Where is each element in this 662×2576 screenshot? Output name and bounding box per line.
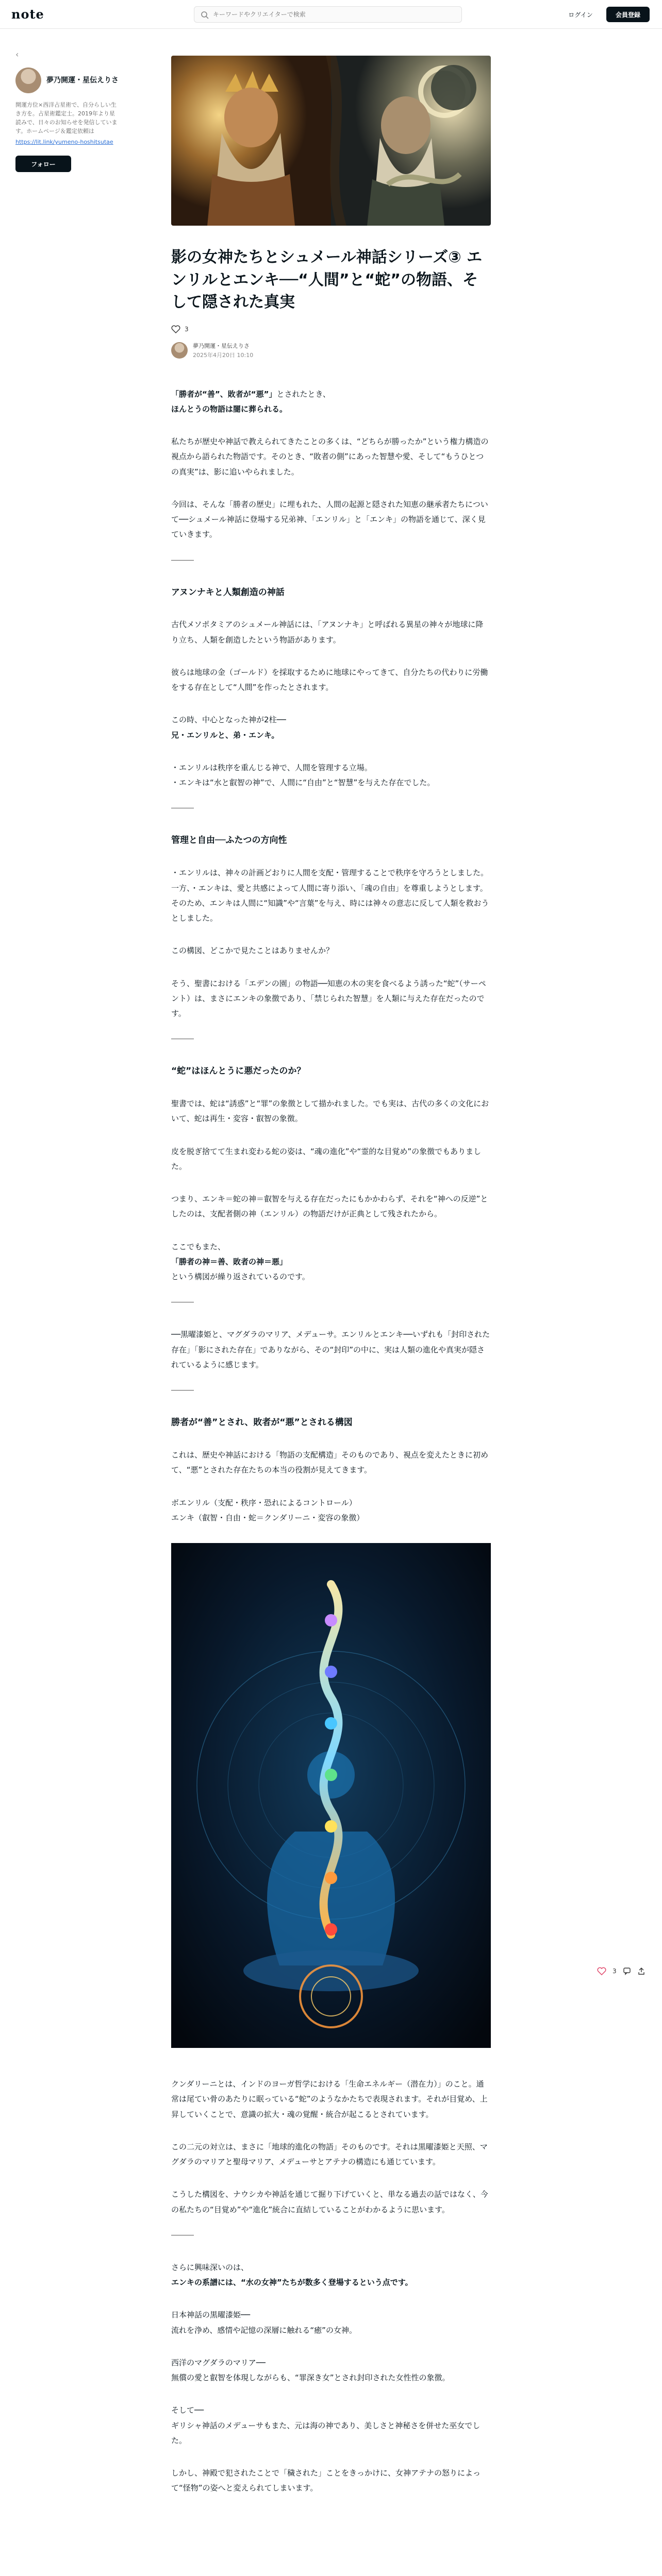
reaction-bar <box>597 1967 646 1975</box>
paragraph: そう、聖書における「エデンの園」の物語──知恵の木の実を食べるよう誘った“蛇”（サーペント）は、まさにエンキの象徴であり、「禁じられた智慧」を人類に与えた存在だったのです。 <box>171 978 486 1019</box>
hero-image <box>171 56 491 226</box>
paragraph: 西洋のマグダラのマリア── 無償の愛と叡智を体現しながらも、“罪深き女”とされ封印された女性性の象徴。 <box>171 2358 450 2383</box>
section-divider <box>171 560 194 561</box>
heart-icon[interactable] <box>171 325 180 333</box>
section-heading: “蛇”はほんとうに悪だったのか？ <box>171 1066 306 1077</box>
paragraph: 「勝者が“善”、敗者が“悪”」とされたとき、 ほんとうの物語は闇に葬られる。 <box>171 389 330 414</box>
login-button[interactable]: ログイン <box>562 7 599 22</box>
note-logo[interactable]: note <box>11 7 44 22</box>
paragraph: 彼らは地球の金（ゴールド）を採取するために地球にやってきて、自分たちの代わりに労働をする存在として“人間”を作ったとされます。 <box>171 667 488 692</box>
paragraph: ──黒曜漆姫と、マグダラのマリア、メデューサ。エンリルとエンキ──いずれも「封印された存在」「影にされた存在」でありながら、その“封印”の中に、実は人類の進化や真実が隠されているように感じます。 <box>171 1330 490 1369</box>
article <box>171 56 491 2514</box>
paragraph: こうした構図を、ナウシカや神話を通じて掘り下げていくと、単なる過去の話ではなく、今の私たちの“目覚め”や“進化”統合に直結していることがわかるように思います。 <box>171 2190 488 2214</box>
paragraph: そして── ギリシャ神話のメデューサもまた、元は海の神であり、美しさと神秘さを併せた巫女でした。 <box>171 2405 481 2445</box>
paragraph: この二元の対立は、まさに「地球的進化の物語」そのものです。それは黒曜漆姫と天照、マグダラのマリアと聖母マリア、メデューサとアテナの構造にも通じています。 <box>171 2142 488 2167</box>
search-icon <box>201 11 209 19</box>
author-bio-text: 開運方位×西洋占星術で、自分らしい生き方を。占星術鑑定士。2019年より星読みで、日々のお知らせを発信しています。ホームページ＆鑑定依頼は <box>15 101 118 135</box>
follow-button-label: フォロー <box>31 160 56 168</box>
paragraph: 聖書では、蛇は“誘惑”と“罪”の象徴として描かれました。でも実は、古代の多くの文化において、蛇は再生・変容・叡智の象徴。 <box>171 1099 489 1124</box>
heart-icon[interactable] <box>597 1967 606 1975</box>
chevron-left-icon[interactable]: ‹ <box>15 49 19 59</box>
follow-button[interactable] <box>15 156 71 172</box>
paragraph: ・エンリルは秩序を重んじる神で、人間を管理する立場。 ・エンキは“水と叡智の神”で、人間に“自由”と“智慧”を与えた存在でした。 <box>171 762 435 788</box>
search-input[interactable] <box>213 7 455 22</box>
byline <box>171 342 491 359</box>
like-area <box>171 325 491 333</box>
author-sidebar <box>15 49 119 172</box>
paragraph: 日本神話の黒曜漆姫── 流れを浄め、感情や記憶の深層に触れる“癒”の女神。 <box>171 2310 357 2335</box>
article-title: 影の女神たちとシュメール神話シリーズ③ エンリルとエンキ──“人間”と“蛇”の物語、そして隠された真実 <box>171 248 483 311</box>
author-name[interactable]: 夢乃開運・星伝えりさ <box>46 76 119 84</box>
paragraph: ボエンリル（支配・秩序・恐れによるコントロール） エンキ（叡智・自由・蛇＝クンダリーニ・変容の象徴） <box>171 1498 365 1522</box>
paragraph: ここでもまた、 「勝者の神＝善、敗者の神＝悪」 という構図が繰り返されているのです。 <box>171 1242 310 1282</box>
author-website-link[interactable]: https://lit.link/yumeno-hoshitsutae <box>15 139 113 146</box>
avatar[interactable] <box>15 67 41 93</box>
paragraph: 私たちが歴史や神話で教えられてきたことの多くは、“どちらが勝ったか”という権力構造の視点から語られた物語です。そのとき、“敗者の側”にあった智慧や愛、そして“もうひとつの真実”は、影に追いやられました。 <box>171 437 489 477</box>
section-heading: 勝者が“善”とされ、敗者が“悪”とされる構図 <box>171 1417 353 1428</box>
reaction-count[interactable]: 3 <box>613 1968 617 1975</box>
paragraph: しかし、神殿で犯されたことで「穢された」ことをきっかけに、女神アテナの怒りによって“怪物”の姿へと変えられてしまいます。 <box>171 2468 481 2493</box>
paragraph: これは、歴史や神話における「物語の支配構造」そのものであり、視点を変えたときに初めて、“悪”とされた存在たちの本当の役割が見えてきます。 <box>171 1450 489 1475</box>
article-body <box>171 387 491 2496</box>
paragraph: この構図、どこかで見たことはありませんか？ <box>171 946 334 956</box>
publish-date: 2025年4月20日 10:10 <box>193 351 254 359</box>
like-count[interactable]: 3 <box>185 325 189 333</box>
author-bio <box>15 100 119 146</box>
search-box[interactable] <box>194 6 462 23</box>
top-navigation-bar <box>0 0 662 29</box>
byline-author[interactable]: 夢乃開運・星伝えりさ <box>193 342 250 349</box>
kundalini-illustration <box>171 1543 491 2048</box>
hero-illustration <box>171 56 491 226</box>
signup-button[interactable]: 会員登録 <box>606 7 650 22</box>
paragraph: この時、中心となった神が2柱── 兄・エンリルと、弟・エンキ。 <box>171 715 286 740</box>
kundalini-image <box>171 1543 491 2048</box>
paragraph: 今回は、そんな「勝者の歴史」に埋もれた、人間の起源と隠された知恵の継承者たちについて──シュメール神話に登場する兄弟神、「エンリル」と「エンキ」の物語を通じて、深く見ていきます。 <box>171 499 488 539</box>
paragraph: 古代メソポタミアのシュメール神話には、「アヌンナキ」と呼ばれる異星の神々が地球に降り立ち、人類を創造したという物語があります。 <box>171 620 484 645</box>
share-icon[interactable] <box>637 1967 646 1975</box>
paragraph: 皮を脱ぎ捨てて生まれ変わる蛇の姿は、“魂の進化”や“霊的な目覚め”の象徴でもありました。 <box>171 1146 482 1171</box>
section-heading: 管理と自由──ふたつの方向性 <box>171 835 287 846</box>
paragraph: ・エンリルは、神々の計画どおりに人間を支配・管理することで秩序を守ろうとしました。一方、・エンキは、愛と共感によって人間に寄り添い、「魂の自由」を尊重しようとします。そのため、エンキは人間に“知識”や“言葉”を与え、時には神々の意志に反して人類を救おうとしました。 <box>171 868 489 923</box>
paragraph: つまり、エンキ＝蛇の神＝叡智を与える存在だったにもかかわらず、それを“神への反逆”としたのは、支配者側の神（エンリル）の物語だけが正典として残されたから。 <box>171 1194 488 1219</box>
paragraph: さらに興味深いのは、 エンキの系譜には、“水の女神”たちが数多く登場するという点です。 <box>171 2262 413 2287</box>
paragraph: クンダリーニとは、インドのヨーガ哲学における「生命エネルギー（潜在力）」のこと。通常は尾てい骨のあたりに眠っている“蛇”のようなかたちで表現されます。それが目覚め、上昇していくことで、意識の拡大・魂の覚醒・統合が起こるとされています。 <box>171 2079 488 2119</box>
byline-avatar[interactable] <box>171 342 188 359</box>
section-heading: アヌンナキと人類創造の神話 <box>171 587 285 598</box>
comment-icon[interactable] <box>623 1967 631 1975</box>
author-header[interactable] <box>15 67 119 93</box>
section-divider <box>171 1390 194 1391</box>
